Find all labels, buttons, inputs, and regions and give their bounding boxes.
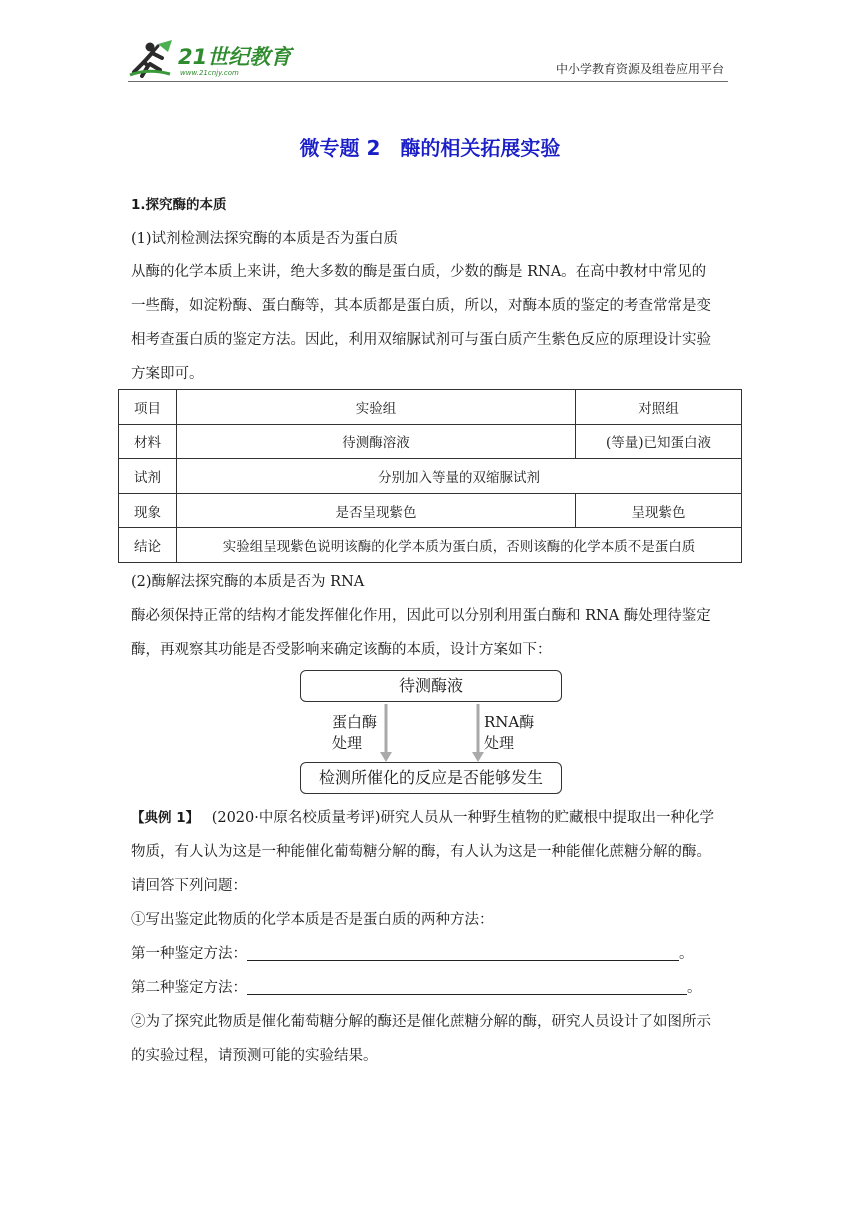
page-title: 微专题 2 酶的相关拓展实验 bbox=[299, 136, 561, 160]
down-arrow-icon bbox=[472, 704, 484, 762]
section-heading: 1.探究酶的本质 bbox=[131, 197, 227, 213]
example-tag: 【典例 1】 bbox=[131, 810, 200, 826]
example-block: 【典例 1】 (2020·中原名校质量考评)研究人员从一种野生植物的贮藏根中提取出一种化学 物质，有人认为这是一种能催化葡萄糖分解的酶，有人认为这是一种能催化蔗糖分解的酶。 请回答下列问题： ①写出鉴定此物质的化学本质是否是蛋白质的两种方法： 第一种鉴定方法： 。 第二种鉴定方法： 。 ②为了探究此物质是催化葡萄糖分解的酶还是催化蔗糖分解的酶，研究人员设计了如图所示 的实验过程，请预测可能的实验结果。 bbox=[131, 801, 741, 1073]
method-2-line: 第二种鉴定方法： 。 bbox=[131, 971, 741, 1005]
subsection-title-1: (1)试剂检测法探究酶的本质是否为蛋白质 bbox=[131, 231, 399, 247]
answer-blank-2 bbox=[247, 977, 687, 995]
site-name: 中小学教育资源及组卷应用平台 bbox=[555, 62, 724, 76]
section2-body: 酶必须保持正常的结构才能发挥催化作用，因此可以分别利用蛋白酶和 RNA 酶处理待鉴定 酶，再观察其功能是否受影响来确定该酶的本质，设计方案如下： bbox=[131, 608, 711, 658]
example-source: (2020·中原名校质量考评) bbox=[211, 810, 381, 826]
subsection-title-2: (2)酶解法探究酶的本质是否为 RNA bbox=[131, 574, 365, 590]
flow-right-label: RNA酶 处理 bbox=[484, 713, 535, 752]
page-header bbox=[128, 34, 728, 82]
flow-bottom-box: 检测所催化的反应是否能够发生 bbox=[300, 762, 562, 794]
question-2: ②为了探究此物质是催化葡萄糖分解的酶还是催化蔗糖分解的酶，研究人员设计了如图所示 的实验过程，请预测可能的实验结果。 bbox=[131, 1014, 711, 1064]
table-row: 结论 实验组呈现紫色说明该酶的化学本质为蛋白质，否则该酶的化学本质不是蛋白质 bbox=[119, 528, 742, 563]
flow-left-label: 蛋白酶 处理 bbox=[332, 713, 378, 752]
runner-icon bbox=[130, 40, 172, 76]
experiment-table bbox=[118, 389, 742, 563]
table-row: 项目 实验组 对照组 bbox=[119, 390, 742, 425]
table-row: 现象 是否呈现紫色 呈现紫色 bbox=[119, 493, 742, 528]
svg-text:21世纪教育: 21世纪教育 bbox=[178, 45, 292, 69]
site-logo bbox=[128, 38, 303, 78]
flow-top-box: 待测酶液 bbox=[300, 670, 562, 702]
section1-body: 从酶的化学本质上来讲，绝大多数的酶是蛋白质，少数的酶是 RNA。在高中教材中常见的 一些酶，如淀粉酶、蛋白酶等，其本质都是蛋白质，所以，对酶本质的鉴定的考查常常是变 相考查蛋白质的鉴定方法。因此，利用双缩脲试剂可与蛋白质产生紫色反应的原理设计实验 方案即可。 bbox=[131, 264, 711, 382]
down-arrow-icon bbox=[380, 704, 392, 762]
answer-blank-1 bbox=[247, 943, 679, 961]
method-1-line: 第一种鉴定方法： 。 bbox=[131, 937, 741, 971]
table-row: 试剂 分别加入等量的双缩脲试剂 bbox=[119, 459, 742, 494]
table-row: 材料 待测酶溶液 (等量)已知蛋白液 bbox=[119, 424, 742, 459]
question-1: ①写出鉴定此物质的化学本质是否是蛋白质的两种方法： bbox=[131, 912, 494, 928]
svg-text:www.21cnjy.com: www.21cnjy.com bbox=[180, 69, 239, 77]
flowchart bbox=[300, 670, 562, 794]
